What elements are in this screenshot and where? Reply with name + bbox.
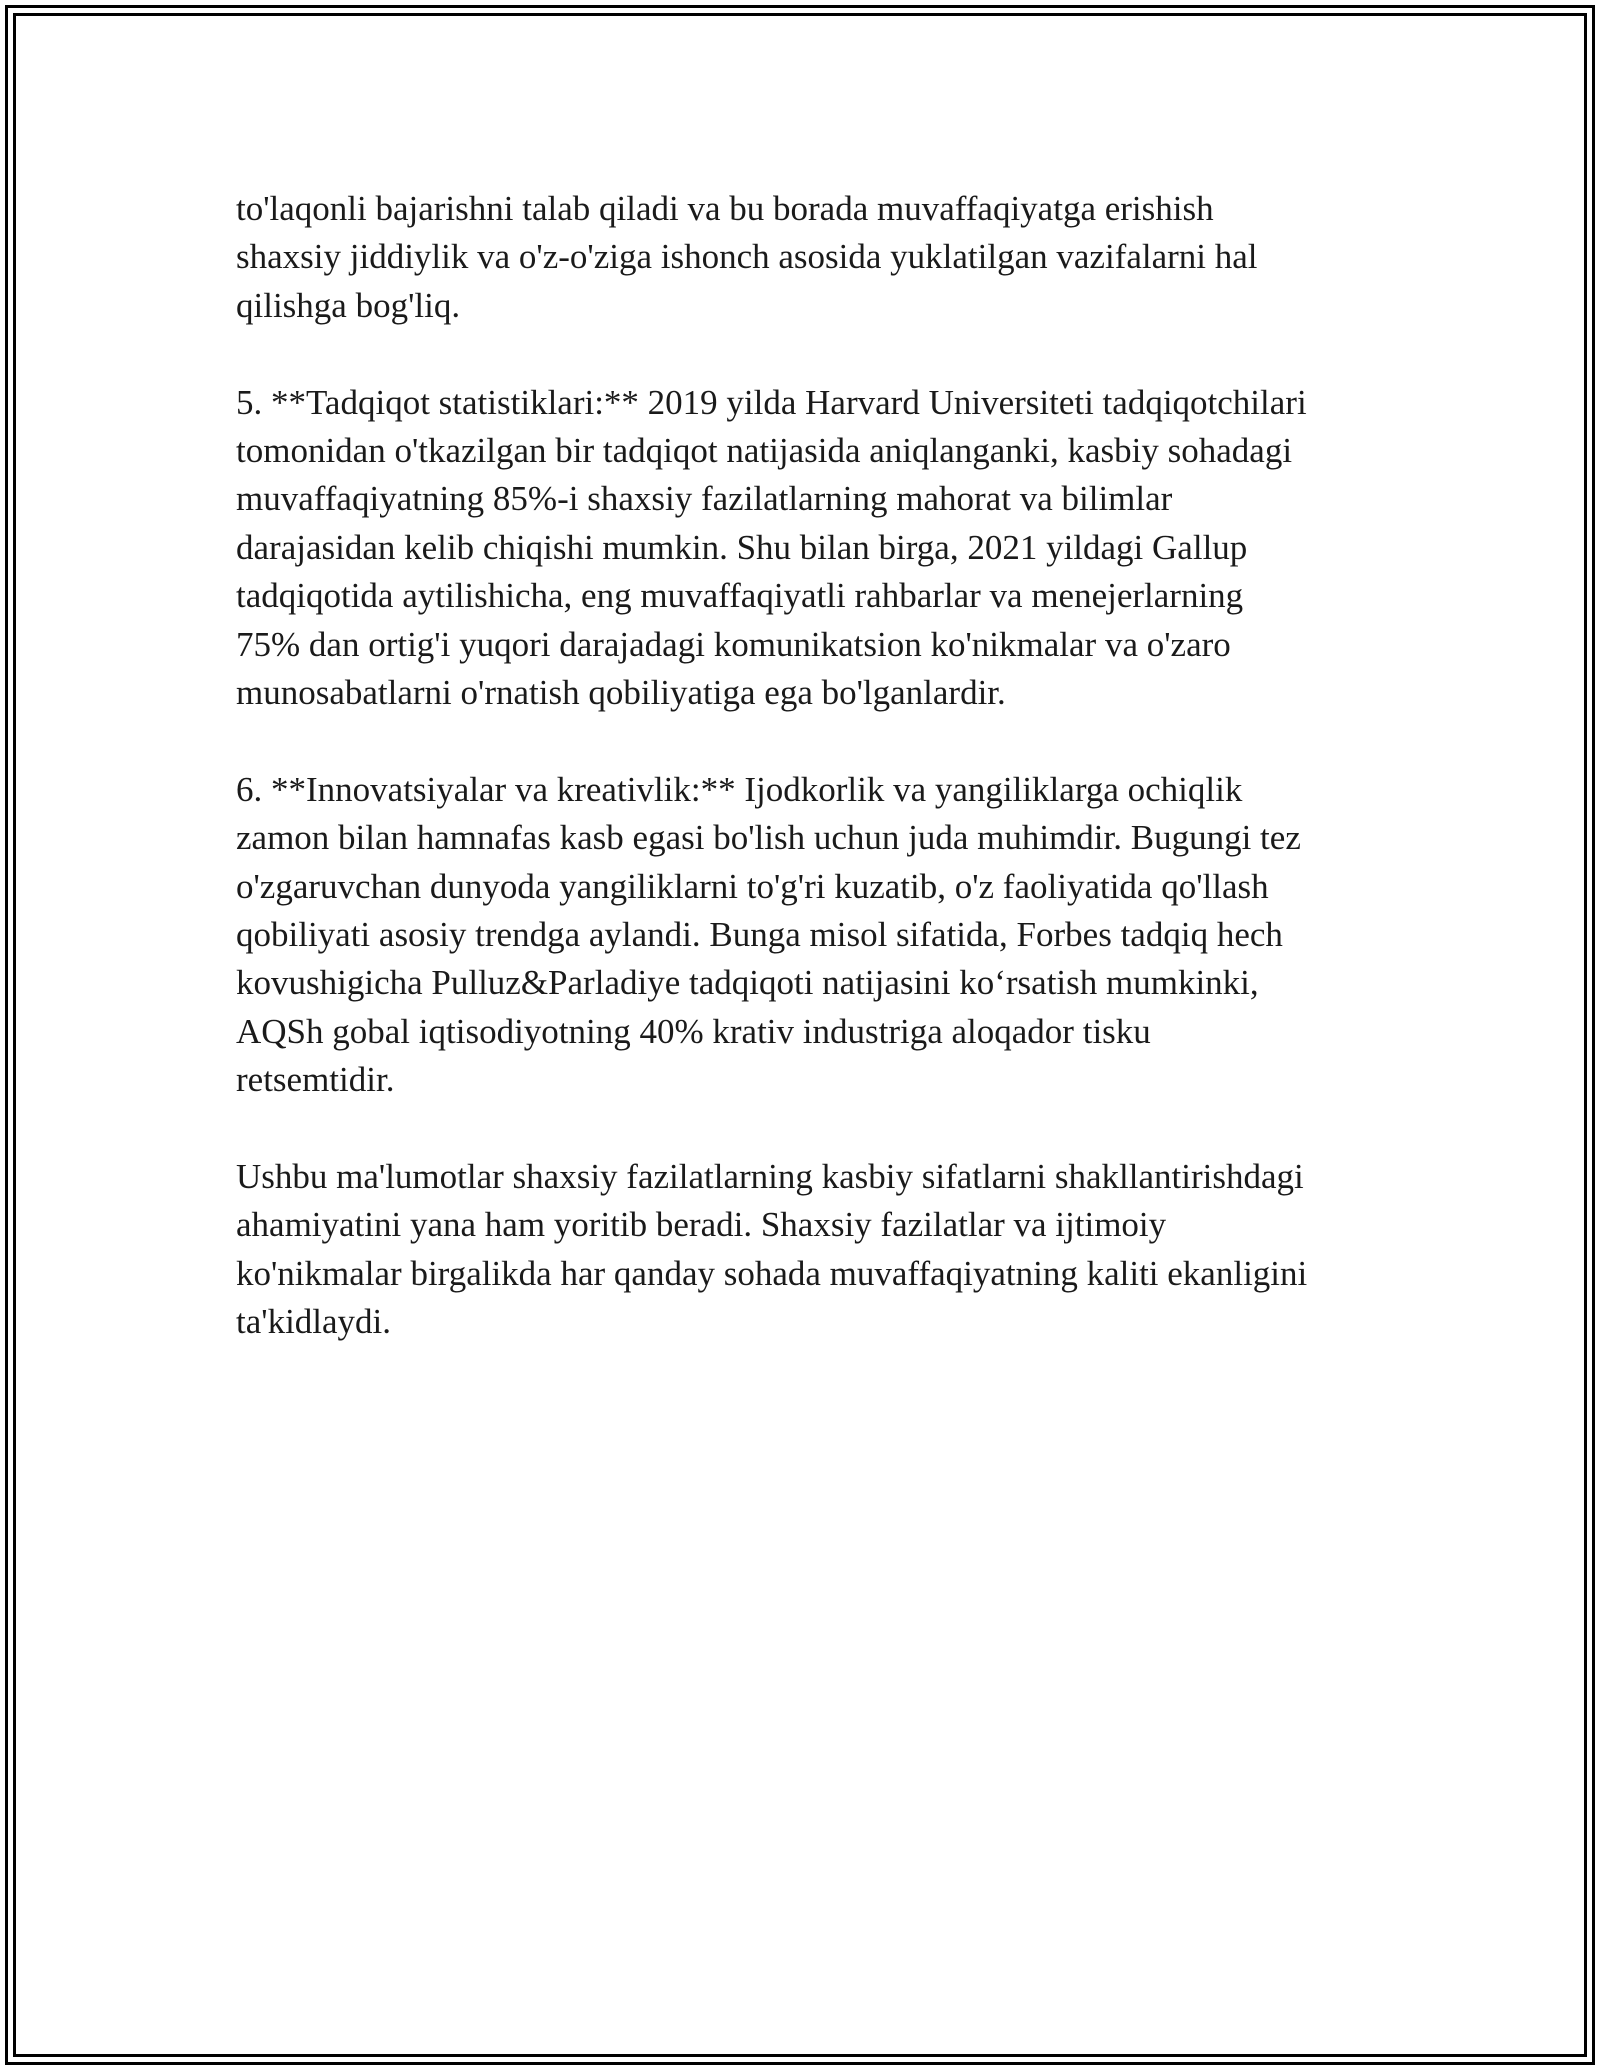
document-body [236,185,1376,1395]
paragraph-conclusion: Ushbu ma'lumotlar shaxsiy fazilatlarning kasbiy sifatlarni shakllantirishdagi ahamiyatini yana ham yoritib beradi. Shaxsiy fazilatlar va ijtimoiy ko'nikmalar birgalikda har qanday sohada muvaffaqiyatning kaliti ekanligini ta'kidlaydi. [236,1157,1308,1342]
paragraph-innovation-creativity: 6. **Innovatsiyalar va kreativlik:** Ijodkorlik va yangiliklarga ochiqlik zamon bilan hamnafas kasb egasi bo'lish uchun juda muhimdir. Bugungi tez o'zgaruvchan dunyoda yangiliklarni to'g'ri kuzatib, o'z faoliyatida qo'llash qobiliyati asosiy trendga aylandi. Bunga misol sifatida, Forbes tadqiq hech kovushigicha Pulluz&Parladiye tadqiqoti natijasini ko‘rsatish mumkinki, AQSh gobal iqtisodiyotning 40% krativ industriga aloqador tisku retsemtidir. [236,769,1301,1100]
paragraph-continuation: to'laqonli bajarishni talab qiladi va bu borada muvaffaqiyatga erishish shaxsiy jiddiylik va o'z-o'ziga ishonch asosida yuklatilgan vazifalarni hal qilishga bog'liq. [236,189,1258,325]
paragraph-research-statistics: 5. **Tadqiqot statistiklari:** 2019 yilda Harvard Universiteti tadqiqotchilari tomonidan o'tkazilgan bir tadqiqot natijasida aniqlanganki, kasbiy sohadagi muvaffaqiyatning 85%-i shaxsiy fazilatlarning mahorat va bilimlar darajasidan kelib chiqishi mumkin. Shu bilan birga, 2021 yildagi Gallup tadqiqotida aytilishicha, eng muvaffaqiyatli rahbarlar va menejerlarning 75% dan ortig'i yuqori darajadagi komunikatsion ko'nikmalar va o'zaro munosabatlarni o'rnatish qobiliyatiga ega bo'lganlardir. [236,382,1307,713]
